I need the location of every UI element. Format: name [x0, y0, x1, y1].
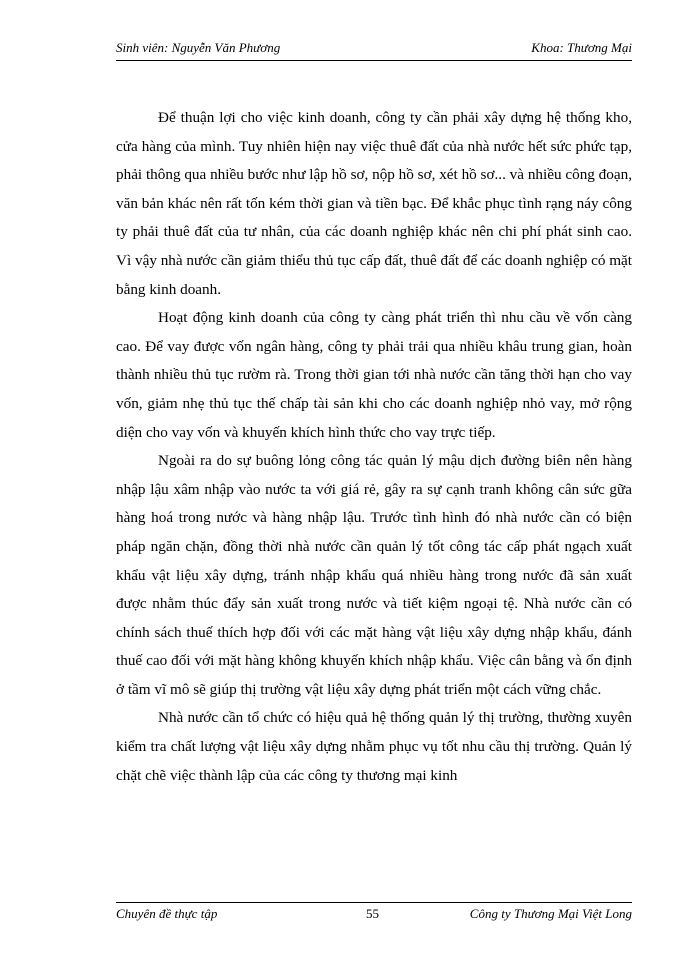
page-header [116, 38, 632, 61]
page-footer [116, 902, 632, 925]
header-faculty: Khoa: Thương Mại [531, 40, 632, 55]
document-body [116, 104, 632, 790]
footer-company-name: Công ty Thương Mại Việt Long [469, 906, 632, 921]
paragraph: Ngoài ra do sự buông lỏng công tác quản lý mậu dịch đường biên nên hàng nhập lậu xâm nhập vào nước ta với giá rẻ, gây ra sự cạnh tranh không cân sức gữa hàng hoá trong nước và hàng nhập lậu. Trước tình hình đó nhà nước cần có biện pháp ngăn chặn, đồng thời nhà nước cần quản lý tốt công tác cấp phát ngạch xuất khẩu vật liệu xây dựng, tránh nhập khẩu quá nhiều hàng trong nước đã sản xuất được nhằm thúc đẩy sản xuất trong nước và tiết kiệm ngoại tệ. Nhà nước cần có chính sách thuế thích hợp đối với các mặt hàng vật liệu xây dựng nhập khẩu, đánh thuế cao đối với mặt hàng không khuyến khích nhập khẩu. Việc cân bằng và ổn định ở tầm vĩ mô sẽ giúp thị trường vật liệu xây dựng phát triển một cách vững chắc. [116, 452, 632, 698]
header-student-name: Sinh viên: Nguyễn Văn Phương [116, 40, 281, 55]
page-number: 55 [366, 906, 379, 921]
paragraph: Để thuận lợi cho việc kinh doanh, công ty cần phải xây dựng hệ thống kho, cửa hàng của mình. Tuy nhiên hiện nay việc thuê đất của nhà nước hết sức phức tạp, phải thông qua nhiều bước như lập hồ sơ, nộp hồ sơ, xét hồ sơ... và nhiều công đoạn, văn bản khác nên rất tốn kém thời gian và tiền bạc. Để khắc phục tình rạng náy công ty phải thuê đất của tư nhân, của các doanh nghiệp khác nên chi phí phát sinh cao. Vì vậy nhà nước cần giảm thiểu thủ tục cấp đất, thuê đất để các doanh nghiệp có mặt bằng kinh doanh. [116, 109, 633, 298]
footer-document-type: Chuyên đề thực tập [116, 906, 218, 921]
paragraph: Hoạt động kinh doanh của công ty càng phát triển thì nhu cầu về vốn càng cao. Để vay được vốn ngân hàng, công ty phải trải qua nhiều khâu trung gian, hoàn thành nhiều thủ tục rườm rà. Trong thời gian tới nhà nước cần tăng thời hạn cho vay vốn, giảm nhẹ thủ tục thế chấp tài sản khi cho các doanh nghiệp nhỏ vay, mở rộng diện cho vay vốn và khuyến khích hình thức cho vay trực tiếp. [116, 309, 632, 441]
paragraph: Nhà nước cần tổ chức có hiệu quả hệ thống quản lý thị trường, thường xuyên kiểm tra chất lượng vật liệu xây dựng nhằm phục vụ tốt nhu cầu thị trường. Quản lý chặt chẽ việc thành lập của các công ty thương mại kinh [116, 709, 632, 784]
